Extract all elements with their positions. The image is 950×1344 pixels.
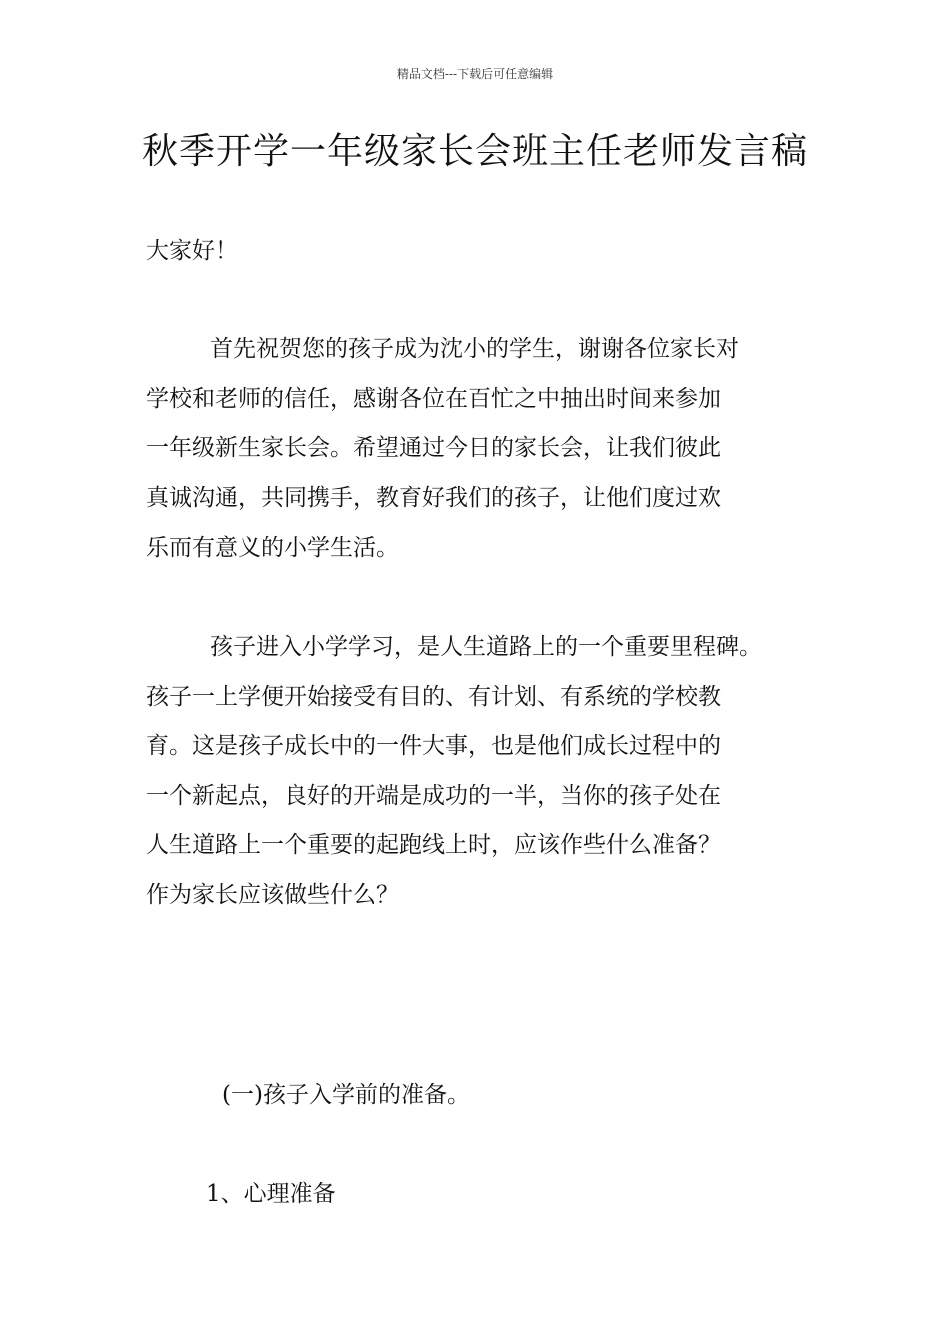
paragraph-line: 人生道路上一个重要的起跑线上时，应该作些什么准备？ <box>146 832 721 858</box>
paragraph-line: 作为家长应该做些什么？ <box>146 882 399 908</box>
paragraph-line: 学校和老师的信任，感谢各位在百忙之中抽出时间来参加 <box>146 386 721 412</box>
greeting: 大家好！ <box>146 238 238 264</box>
paragraph-line: 一年级新生家长会。希望通过今日的家长会，让我们彼此 <box>146 435 721 461</box>
paragraph-line: 孩子一上学便开始接受有目的、有计划、有系统的学校教 <box>146 684 721 710</box>
paragraph-line: 乐而有意义的小学生活。 <box>146 535 399 561</box>
paragraph-line: 真诚沟通，共同携手，教育好我们的孩子，让他们度过欢 <box>146 485 721 511</box>
paragraph-line: 孩子进入小学学习，是人生道路上的一个重要里程碑。 <box>210 634 762 660</box>
subsection-heading: 1、心理准备 <box>206 1181 336 1207</box>
paragraph-line: 一个新起点，良好的开端是成功的一半，当你的孩子处在 <box>146 783 721 809</box>
paragraph-line: 育。这是孩子成长中的一件大事，也是他们成长过程中的 <box>146 733 721 759</box>
paragraph-line: 首先祝贺您的孩子成为沈小的学生，谢谢各位家长对 <box>210 336 739 362</box>
document-title: 秋季开学一年级家长会班主任老师发言稿 <box>141 131 808 172</box>
page-header-note: 精品文档---下载后可任意编辑 <box>396 67 554 81</box>
section-heading: (一)孩子入学前的准备。 <box>222 1082 470 1108</box>
